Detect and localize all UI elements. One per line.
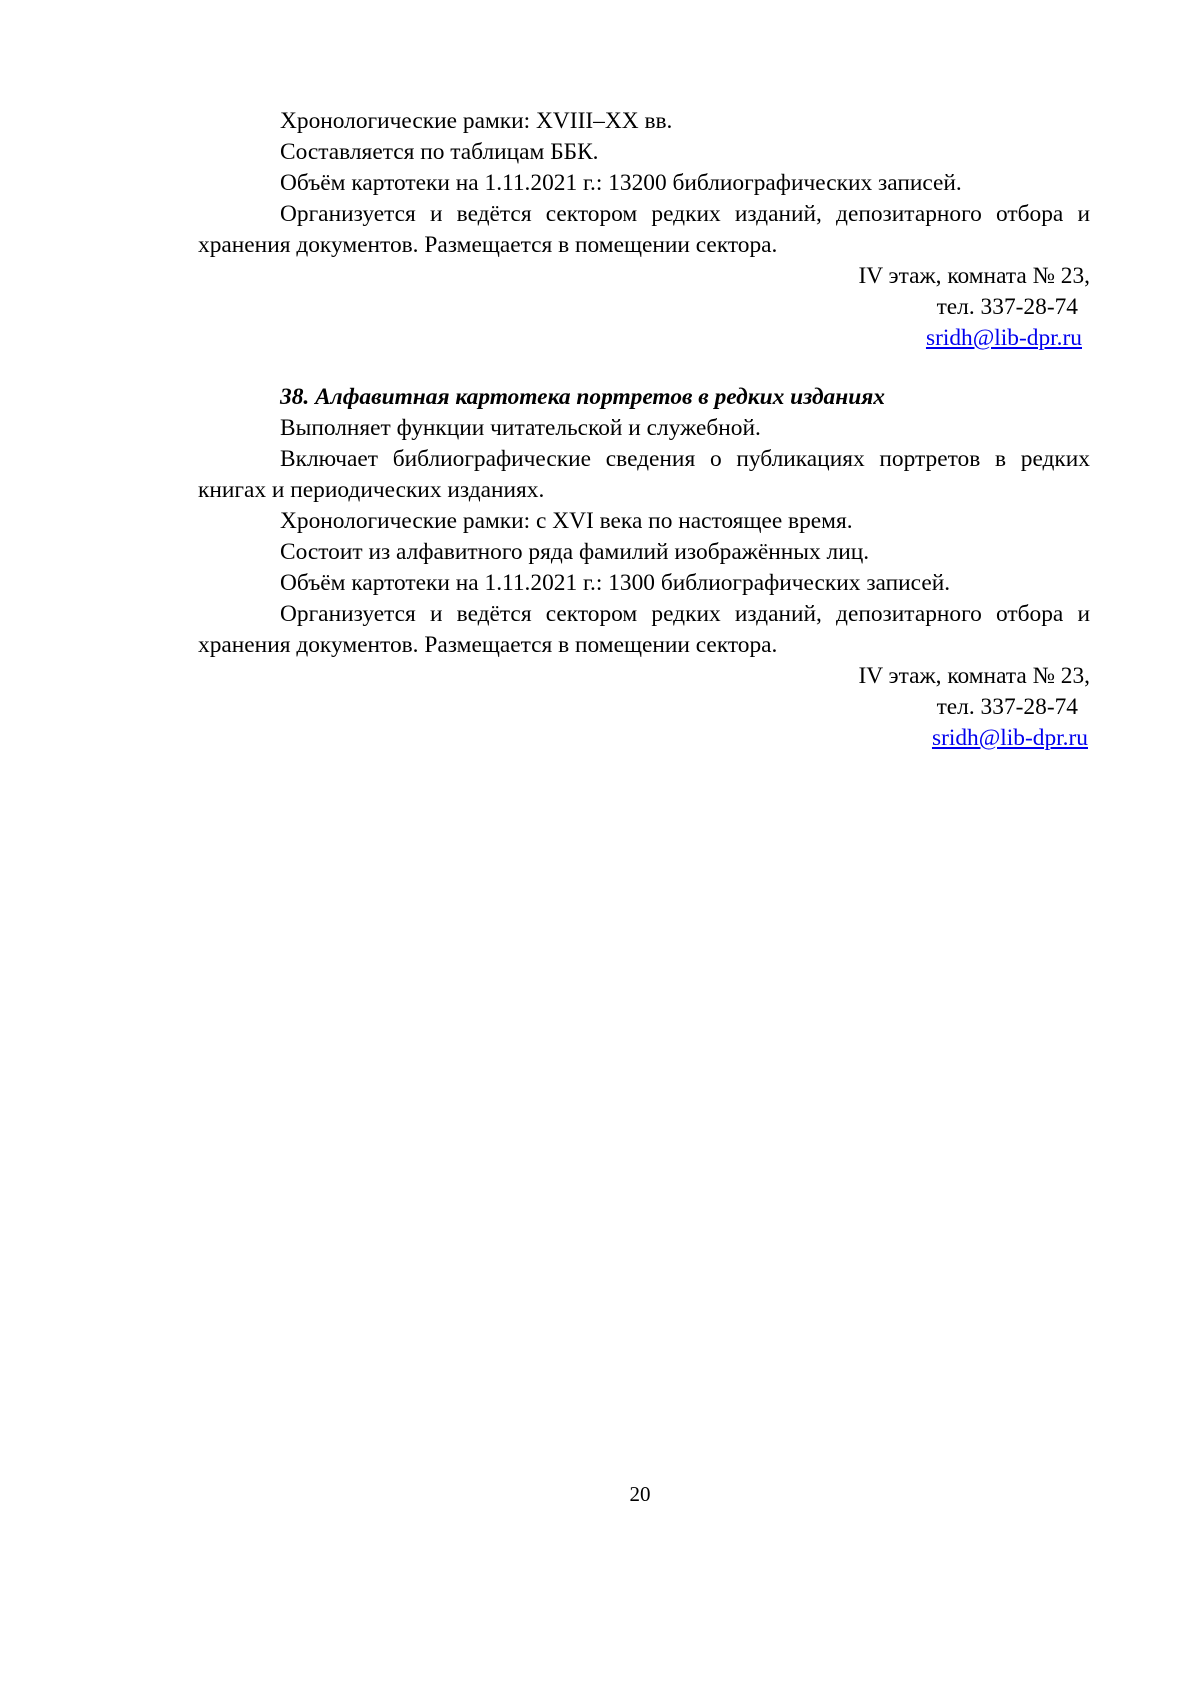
section38-email-link[interactable]: sridh@lib-dpr.ru	[931, 725, 1088, 751]
section38-consists: Состоит из алфавитного ряда фамилий изображённых лиц.	[280, 539, 870, 565]
section38-room: IV этаж, комната № 23,	[858, 663, 1090, 689]
section38-includes: Включает библиографические сведения о публикациях портретов в редких книгах и периодических изданиях.	[198, 446, 1090, 503]
section37-phone: тел. 337-28-74	[936, 294, 1078, 320]
section37-compiled: Составляется по таблицам ББК.	[280, 139, 599, 165]
page-number: 20	[629, 1482, 651, 1506]
section38-organized: Организуется и ведётся сектором редких изданий, депозитарного отбора и хранения документов. Размещается в помещении сектора.	[198, 601, 1090, 658]
page-content	[198, 106, 1090, 754]
section37-volume: Объём картотеки на 1.11.2021 г.: 13200 библиографических записей.	[280, 170, 962, 196]
section37-room: IV этаж, комната № 23,	[858, 263, 1090, 289]
section37-chronology: Хронологические рамки: XVIII–XX вв.	[280, 108, 673, 134]
section38-phone: тел. 337-28-74	[936, 694, 1078, 720]
section38-functions: Выполняет функции читательской и служебной.	[280, 415, 761, 441]
section-gap	[198, 354, 1090, 382]
section38-chronology: Хронологические рамки: с XVI века по настоящее время.	[280, 508, 853, 534]
section38-volume: Объём картотеки на 1.11.2021 г.: 1300 библиографических записей.	[280, 570, 951, 596]
section38-email-line	[198, 723, 1090, 754]
section37-email-link[interactable]: sridh@lib-dpr.ru	[925, 325, 1082, 351]
section38-heading: 38. Алфавитная картотека портретов в редких изданиях	[280, 384, 885, 410]
section37-organized: Организуется и ведётся сектором редких изданий, депозитарного отбора и хранения документов. Размещается в помещении сектора.	[198, 201, 1090, 258]
section37-email-line	[198, 323, 1090, 354]
